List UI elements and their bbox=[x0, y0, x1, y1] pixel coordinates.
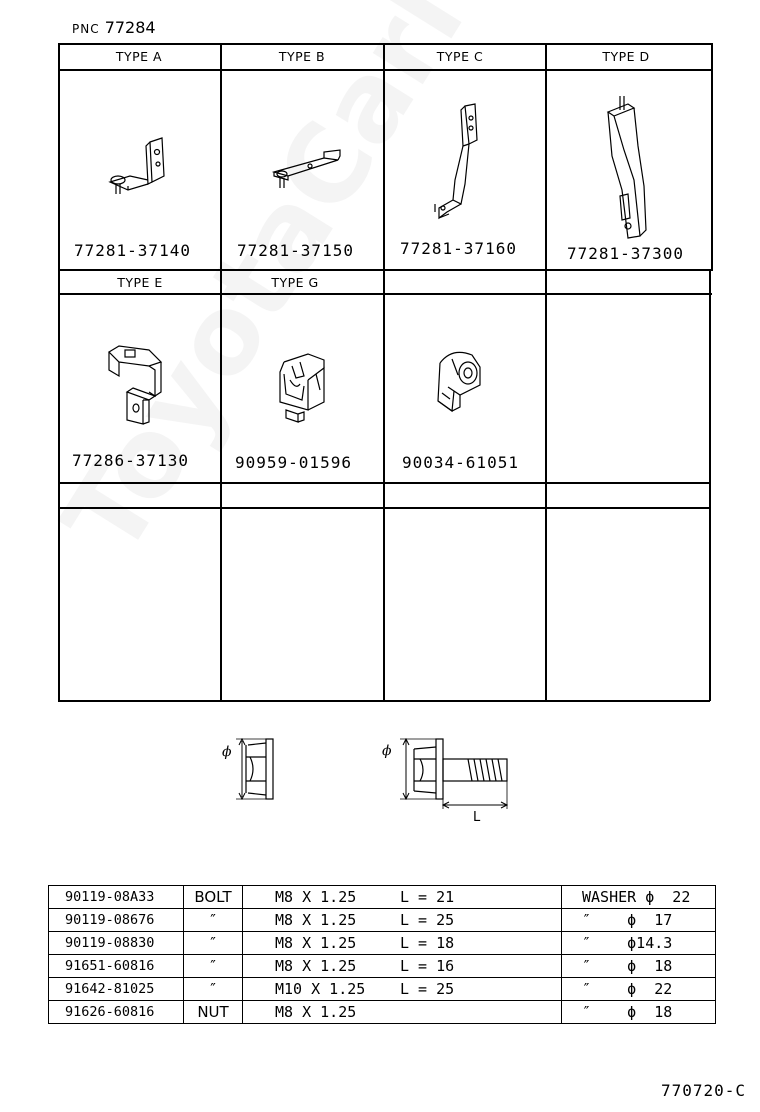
nut-phi-label: ϕ bbox=[222, 744, 232, 760]
fastener-washer: ″ ϕ14.3 bbox=[562, 932, 716, 955]
fastener-kind: ″ bbox=[184, 978, 243, 1001]
fastener-length: L = 25 bbox=[400, 911, 455, 929]
fastener-row bbox=[49, 909, 716, 932]
fastener-length: L = 18 bbox=[400, 934, 455, 952]
fastener-length: L = 25 bbox=[400, 980, 455, 998]
bolt-phi-label: ϕ bbox=[382, 743, 392, 759]
fastener-kind: BOLT bbox=[184, 886, 243, 909]
pnc-prefix: PNC bbox=[72, 22, 100, 36]
fastener-thread: M8 X 1.25 bbox=[275, 934, 357, 952]
fastener-table bbox=[48, 885, 716, 1024]
fastener-thread: M8 X 1.25 bbox=[275, 957, 357, 975]
fastener-washer: ″ ϕ 22 bbox=[562, 978, 716, 1001]
fastener-kind: ″ bbox=[184, 932, 243, 955]
fastener-thread: M8 X 1.25 bbox=[275, 911, 357, 929]
part-number-type-e: 77286-37130 bbox=[72, 451, 189, 470]
part-number-type-g: 90959-01596 bbox=[235, 453, 352, 472]
fastener-length: L = 16 bbox=[400, 957, 455, 975]
type-a-header: TYPE A bbox=[115, 49, 163, 64]
part-number-type-a: 77281-37140 bbox=[74, 241, 191, 260]
fastener-part-number: 91626-60816 bbox=[49, 1001, 184, 1024]
fastener-size bbox=[243, 955, 562, 978]
fastener-thread: M10 X 1.25 bbox=[275, 980, 366, 998]
type-b-header: TYPE B bbox=[278, 49, 326, 64]
fastener-washer: ″ ϕ 18 bbox=[562, 1001, 716, 1024]
fastener-size bbox=[243, 909, 562, 932]
fastener-size bbox=[243, 886, 562, 909]
pnc-label bbox=[72, 18, 156, 37]
fastener-part-number: 90119-08A33 bbox=[49, 886, 184, 909]
clip-type-g-drawing bbox=[268, 350, 343, 430]
part-number-clamp: 90034-61051 bbox=[402, 453, 519, 472]
fastener-thread: M8 X 1.25 bbox=[275, 888, 357, 906]
bracket-type-d-drawing bbox=[598, 90, 668, 240]
part-number-type-b: 77281-37150 bbox=[237, 241, 354, 260]
fastener-size bbox=[243, 1001, 562, 1024]
fastener-row bbox=[49, 886, 716, 909]
part-number-type-d: 77281-37300 bbox=[567, 244, 684, 263]
fastener-part-number: 90119-08830 bbox=[49, 932, 184, 955]
bolt-length-label: L bbox=[473, 810, 481, 825]
footer-code: 770720-C bbox=[660, 1081, 746, 1100]
bracket-type-c-drawing bbox=[425, 100, 495, 230]
bracket-type-b-drawing bbox=[268, 140, 348, 195]
nut-dimension-drawing bbox=[222, 735, 302, 805]
fastener-row bbox=[49, 932, 716, 955]
type-d-header: TYPE D bbox=[602, 49, 650, 64]
fastener-part-number: 90119-08676 bbox=[49, 909, 184, 932]
fastener-kind: NUT bbox=[184, 1001, 243, 1024]
clamp-drawing bbox=[430, 345, 490, 420]
bracket-type-e-drawing bbox=[105, 340, 170, 435]
fastener-washer: ″ ϕ 18 bbox=[562, 955, 716, 978]
fastener-length: L = 21 bbox=[400, 888, 455, 906]
fastener-row bbox=[49, 1001, 716, 1024]
bracket-type-a-drawing bbox=[100, 130, 180, 205]
fastener-washer: WASHER ϕ 22 bbox=[562, 886, 716, 909]
fastener-thread: M8 X 1.25 bbox=[275, 1003, 357, 1021]
fastener-kind: ″ bbox=[184, 909, 243, 932]
type-e-header: TYPE E bbox=[117, 275, 163, 290]
bolt-dimension-drawing bbox=[390, 735, 520, 810]
part-number-type-c: 77281-37160 bbox=[400, 239, 517, 258]
fastener-part-number: 91651-60816 bbox=[49, 955, 184, 978]
fastener-washer: ″ ϕ 17 bbox=[562, 909, 716, 932]
type-c-header: TYPE C bbox=[436, 49, 484, 64]
type-g-header: TYPE G bbox=[271, 275, 319, 290]
fastener-part-number: 91642-81025 bbox=[49, 978, 184, 1001]
fastener-size bbox=[243, 932, 562, 955]
fastener-kind: ″ bbox=[184, 955, 243, 978]
fastener-row bbox=[49, 978, 716, 1001]
fastener-size bbox=[243, 978, 562, 1001]
pnc-number: 77284 bbox=[104, 18, 156, 37]
fastener-row bbox=[49, 955, 716, 978]
